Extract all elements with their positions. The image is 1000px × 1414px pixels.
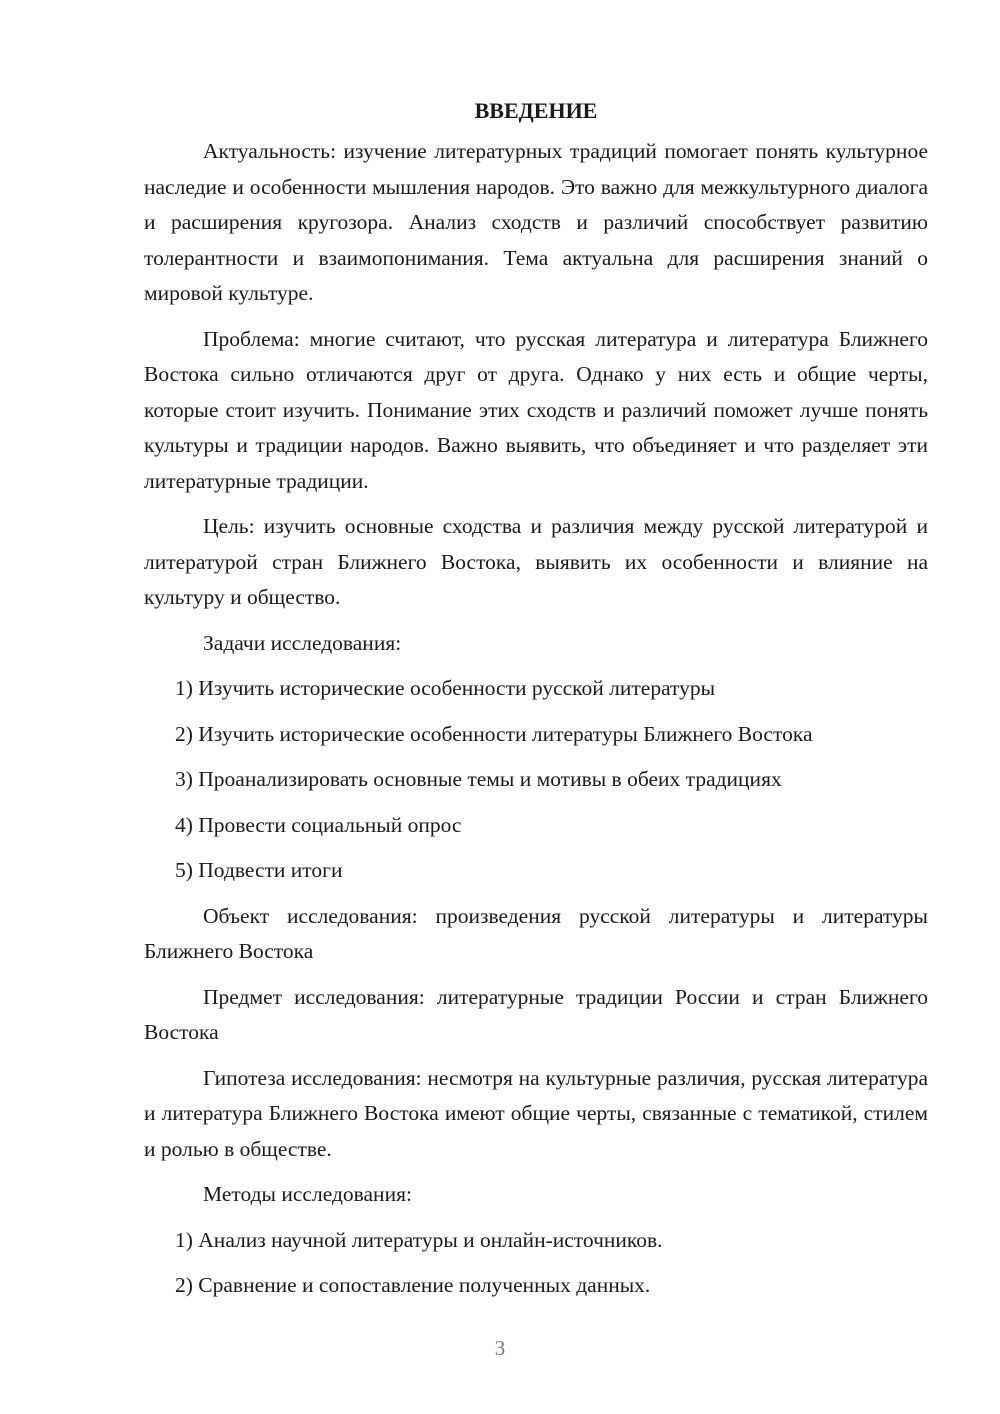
relevance-paragraph: Актуальность: изучение литературных традиций помогает понять культурное наследие и особенности мышления народов. Это важно для межкультурного диалога и расширения кругозора. Анализ сходств и различий способствует развитию толерантности и взаимопонимания. Тема актуальна для расширения знаний о мировой культуре. bbox=[144, 139, 928, 305]
task-item: 3) Проанализировать основные темы и мотивы в обеих традициях bbox=[175, 767, 782, 791]
problem-paragraph: Проблема: многие считают, что русская литература и литература Ближнего Востока сильно отличаются друг от друга. Однако у них есть и общие черты, которые стоит изучить. Понимание этих сходств и различий поможет лучше понять культуры и традиции народов. Важно выявить, что объединяет и что разделяет эти литературные традиции. bbox=[144, 326, 928, 493]
methods-label: Методы исследования: bbox=[203, 1182, 412, 1206]
hypothesis-paragraph: Гипотеза исследования: несмотря на культурные различия, русская литература и литература Ближнего Востока имеют общие черты, связанные с тематикой, стилем и ролью в обществе. bbox=[144, 1065, 928, 1161]
task-item: 1) Изучить исторические особенности русской литературы bbox=[175, 676, 716, 700]
tasks-list bbox=[144, 671, 928, 889]
section-title: ВВЕДЕНИЕ bbox=[474, 98, 598, 123]
task-item: 2) Изучить исторические особенности литературы Ближнего Востока bbox=[175, 721, 813, 746]
method-item: 2) Сравнение и сопоставление полученных данных. bbox=[175, 1273, 651, 1297]
tasks-label: Задачи исследования: bbox=[203, 630, 402, 655]
task-item: 5) Подвести итоги bbox=[175, 858, 343, 882]
methods-list bbox=[144, 1223, 928, 1304]
object-paragraph: Объект исследования: произведения русской литературы и литературы Ближнего Востока bbox=[144, 903, 928, 963]
method-item: 1) Анализ научной литературы и онлайн-источников. bbox=[175, 1227, 663, 1252]
subject-paragraph: Предмет исследования: литературные традиции России и стран Ближнего Востока bbox=[144, 984, 928, 1044]
document-page bbox=[144, 96, 928, 1314]
goal-paragraph: Цель: изучить основные сходства и различия между русской литературой и литературой стран Ближнего Востока, выявить их особенности и влияние на культуру и общество. bbox=[144, 514, 928, 609]
task-item: 4) Провести социальный опрос bbox=[175, 812, 462, 837]
page-number: 3 bbox=[494, 1336, 506, 1360]
